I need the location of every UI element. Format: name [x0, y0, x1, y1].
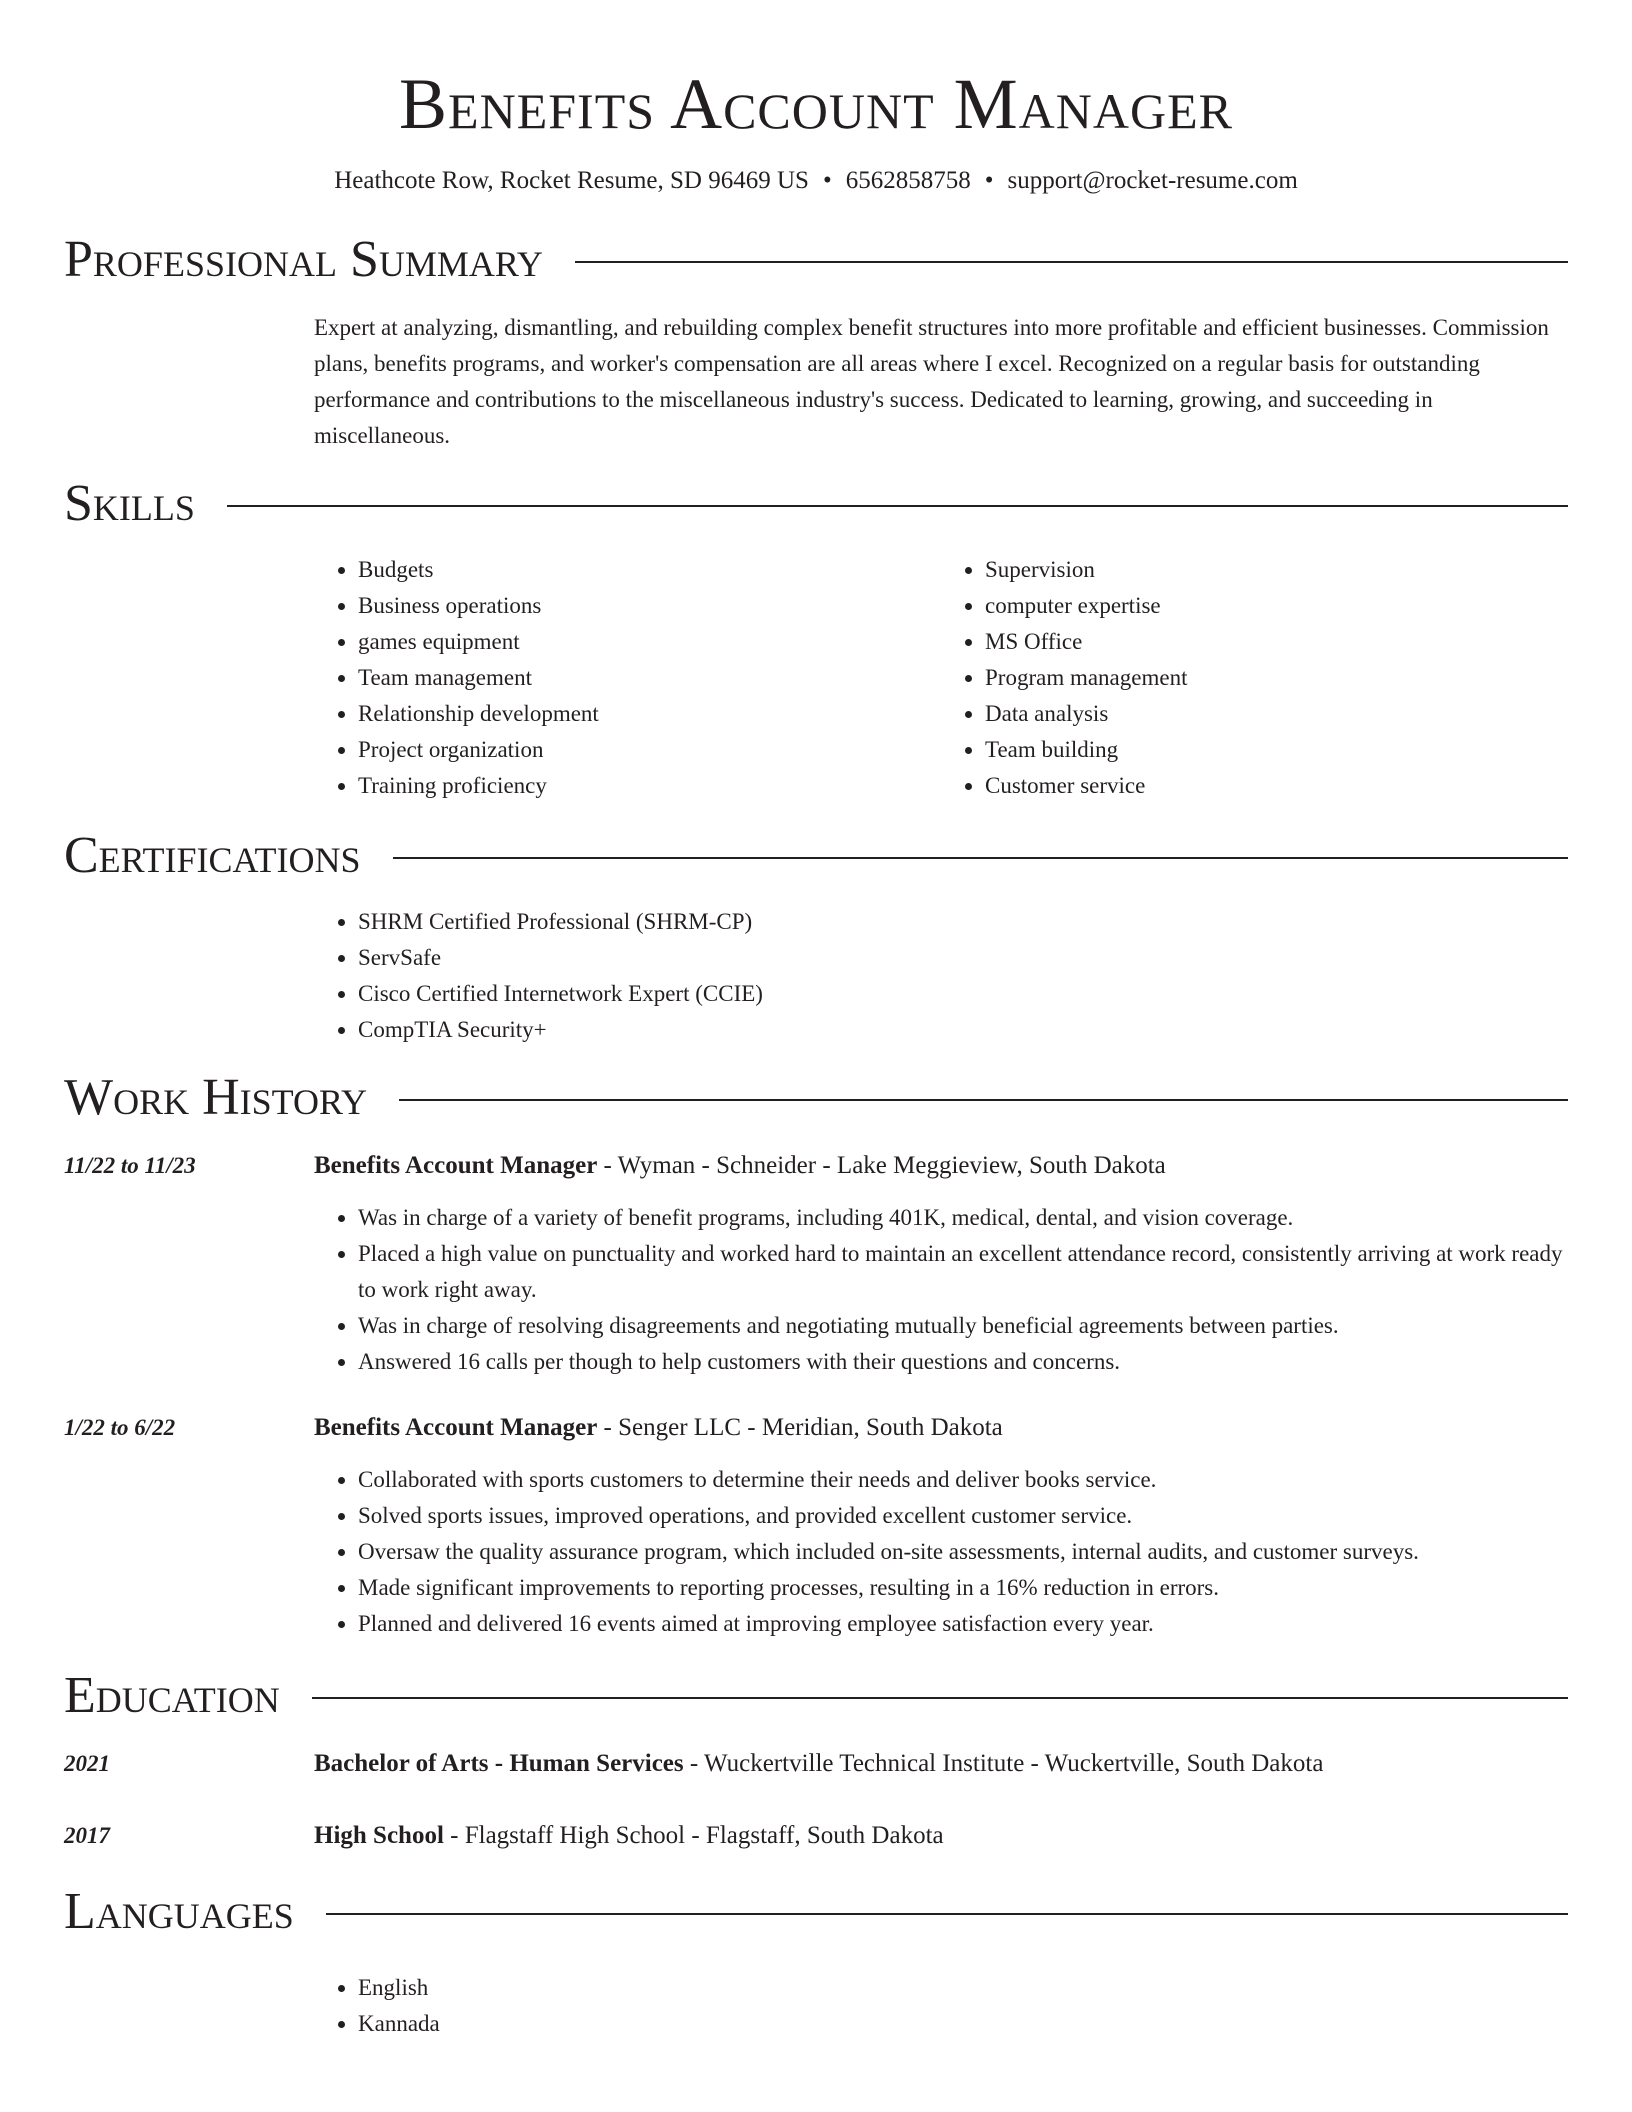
skill-item: • Training proficiency: [358, 768, 941, 804]
job-bullets: [314, 1462, 1568, 1642]
section-title-skills: Skills: [64, 475, 195, 532]
skill-item: • Budgets: [358, 552, 941, 588]
education-heading: [314, 1818, 1568, 1854]
education-heading: [314, 1746, 1568, 1782]
job-bullet: • Made significant improvements to reporting processes, resulting in a 16% reduction in errors.: [358, 1570, 1568, 1606]
languages-block: [314, 1970, 1568, 2042]
certifications-block: [314, 904, 1568, 1048]
education-year: 2021: [64, 1751, 110, 1776]
job-role: Benefits Account Manager: [314, 1414, 598, 1441]
contact-phone: 6562858758: [845, 167, 971, 194]
job-body: [314, 1148, 1568, 1380]
job-bullet: • Was in charge of resolving disagreements and negotiating mutually beneficial agreements between parties.: [358, 1308, 1568, 1344]
section-divider: [393, 857, 1568, 859]
candidate-name: Benefits Account Manager: [399, 64, 1233, 144]
section-title-languages: Languages: [64, 1883, 294, 1940]
skills-grid: [314, 552, 1568, 804]
job-details: - Wyman - Schneider - Lake Meggieview, South Dakota: [597, 1152, 1166, 1179]
language-item: • Kannada: [358, 2006, 1568, 2042]
certifications-section-header: [64, 820, 1568, 892]
skill-item: • Customer service: [985, 768, 1568, 804]
skills-section-header: [64, 468, 1568, 540]
job-heading: [314, 1410, 1568, 1446]
skill-item: • Relationship development: [358, 696, 941, 732]
contact-separator: •: [822, 167, 832, 194]
job-bullet: • Answered 16 calls per though to help customers with their questions and concerns.: [358, 1344, 1568, 1380]
section-divider: [399, 1099, 1568, 1101]
language-item: • English: [358, 1970, 1568, 2006]
job-bullet: • Solved sports issues, improved operations, and provided excellent customer service.: [358, 1498, 1568, 1534]
skill-item: • Project organization: [358, 732, 941, 768]
skills-list-left: [314, 552, 941, 804]
languages-list: [314, 1970, 1568, 2042]
section-divider: [326, 1913, 1568, 1915]
skill-item: • MS Office: [985, 624, 1568, 660]
skill-item: • Program management: [985, 660, 1568, 696]
education-details: - Flagstaff High School - Flagstaff, South Dakota: [443, 1822, 944, 1849]
skill-item: • computer expertise: [985, 588, 1568, 624]
job-bullet: • Oversaw the quality assurance program, which included on-site assessments, internal audits, and customer surveys.: [358, 1534, 1568, 1570]
skill-item: • Data analysis: [985, 696, 1568, 732]
job-role: Benefits Account Manager: [314, 1152, 598, 1179]
job-dates: 1/22 to 6/22: [64, 1415, 176, 1440]
job-entry: [64, 1410, 1568, 1642]
job-bullets: [314, 1200, 1568, 1380]
certifications-list: [314, 904, 1568, 1048]
summary-section-header: [64, 224, 1568, 296]
job-bullet: • Placed a high value on punctuality and worked hard to maintain an excellent attendance record, consistently arriving at work ready to work right away.: [358, 1236, 1568, 1308]
section-title-work: Work History: [64, 1069, 368, 1126]
certification-item: • SHRM Certified Professional (SHRM-CP): [358, 904, 1568, 940]
job-bullet: • Was in charge of a variety of benefit programs, including 401K, medical, dental, and vision coverage.: [358, 1200, 1568, 1236]
certification-item: • ServSafe: [358, 940, 1568, 976]
section-title-summary: Professional Summary: [64, 231, 543, 288]
languages-section-header: [64, 1876, 1568, 1948]
work-section-header: [64, 1062, 1568, 1134]
summary-text: Expert at analyzing, dismantling, and rebuilding complex benefit structures into more profitable and efficient businesses. Commission plans, benefits programs, and worker's compensation are all areas where I excel. Recognized on a regular basis for outstanding performance and contributions to the miscellaneous industry's success. Dedicated to learning, growing, and succeeding in miscellaneous.: [314, 315, 1549, 448]
job-body: [314, 1410, 1568, 1642]
skill-item: • games equipment: [358, 624, 941, 660]
contact-line: [64, 166, 1568, 196]
section-title-education: Education: [64, 1667, 280, 1724]
certification-item: • Cisco Certified Internetwork Expert (CCIE): [358, 976, 1568, 1012]
skill-item: • Business operations: [358, 588, 941, 624]
job-bullet: • Collaborated with sports customers to determine their needs and deliver books service.: [358, 1462, 1568, 1498]
contact-email: support@rocket-resume.com: [1007, 167, 1298, 194]
education-year: 2017: [64, 1823, 110, 1848]
skills-list-right: [941, 552, 1568, 804]
skill-item: • Supervision: [985, 552, 1568, 588]
job-dates: 11/22 to 11/23: [64, 1153, 196, 1178]
job-details: - Senger LLC - Meridian, South Dakota: [597, 1414, 1003, 1441]
education-entry: [64, 1818, 1568, 1854]
education-section-header: [64, 1660, 1568, 1732]
education-details: - Wuckertville Technical Institute - Wuckertville, South Dakota: [683, 1750, 1324, 1777]
certification-item: • CompTIA Security+: [358, 1012, 1568, 1048]
contact-separator: •: [984, 167, 994, 194]
education-entry: [64, 1746, 1568, 1782]
job-entry: [64, 1148, 1568, 1380]
job-heading: [314, 1148, 1568, 1184]
job-bullet: • Planned and delivered 16 events aimed at improving employee satisfaction every year.: [358, 1606, 1568, 1642]
section-divider: [227, 505, 1568, 507]
skill-item: • Team building: [985, 732, 1568, 768]
skill-item: • Team management: [358, 660, 941, 696]
section-divider: [312, 1697, 1568, 1699]
education-degree: Bachelor of Arts - Human Services: [314, 1750, 684, 1777]
education-degree: High School: [314, 1822, 444, 1849]
section-divider: [575, 261, 1568, 263]
section-title-certifications: Certifications: [64, 827, 361, 884]
contact-address: Heathcote Row, Rocket Resume, SD 96469 US: [334, 167, 809, 194]
